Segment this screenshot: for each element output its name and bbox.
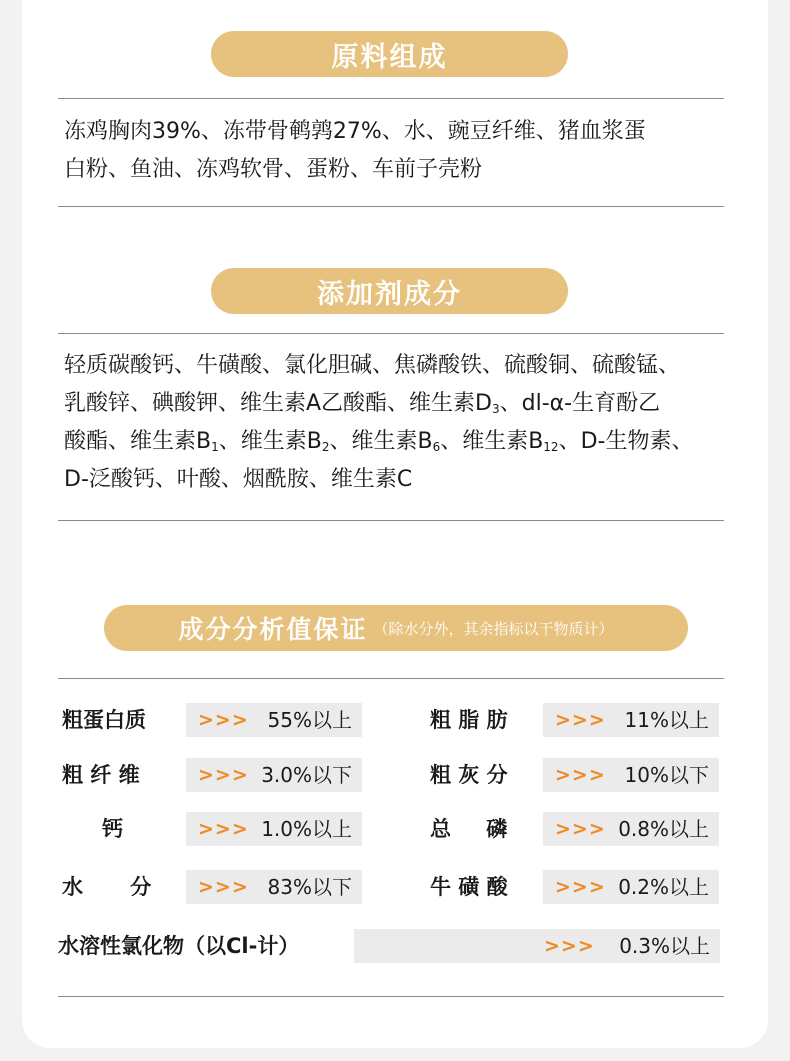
arrow-icon: >>> bbox=[544, 935, 595, 957]
divider-bottom-raw bbox=[58, 206, 724, 207]
additives-text bbox=[64, 347, 744, 499]
label-moisture: 水 分 bbox=[62, 875, 152, 899]
arrow-icon: >>> bbox=[555, 818, 606, 840]
divider-bottom-guarantee bbox=[58, 996, 724, 997]
value-crude-fat: >>> 11%以上 bbox=[543, 703, 719, 737]
additives-line-4: D-泛酸钙、叶酸、烟酰胺、维生素C bbox=[64, 467, 413, 492]
additives-title: 添加剂成分 bbox=[317, 278, 462, 310]
value-taurine: >>> 0.2%以上 bbox=[543, 870, 719, 904]
guarantee-note: （除水分外，其余指标以干物质计） bbox=[373, 619, 614, 638]
value-water-soluble-chloride: >>> 0.3%以上 bbox=[354, 929, 720, 963]
value-total-phosphorus: >>> 0.8%以上 bbox=[543, 812, 719, 846]
additives-line-2: 乳酸锌、碘酸钾、维生素A乙酸酯、维生素$D_3$、dl-α-生育酚乙 bbox=[64, 391, 661, 416]
additives-line-3: 酸酯、维生素$B_1$、维生素$B_2$、维生素$B_6$、维生素$B_{12}$、D-生物素、 bbox=[64, 429, 694, 454]
value-crude-ash: >>> 10%以下 bbox=[543, 758, 719, 792]
divider-top-guarantee bbox=[58, 678, 724, 679]
value-calcium: >>> 1.0%以上 bbox=[186, 812, 362, 846]
value-moisture: >>> 83%以下 bbox=[186, 870, 362, 904]
value-crude-fiber: >>> 3.0%以下 bbox=[186, 758, 362, 792]
additives-line-1: 轻质碳酸钙、牛磺酸、氯化胆碱、焦磷酸铁、硫酸铜、硫酸锰、 bbox=[64, 353, 681, 378]
arrow-icon: >>> bbox=[198, 709, 249, 731]
label-crude-ash: 粗 灰 分 bbox=[430, 763, 508, 787]
value-crude-protein: >>> 55%以上 bbox=[186, 703, 362, 737]
arrow-icon: >>> bbox=[198, 876, 249, 898]
label-crude-protein: 粗蛋白质 bbox=[62, 708, 146, 732]
arrow-icon: >>> bbox=[555, 764, 606, 786]
label-crude-fat: 粗 脂 肪 bbox=[430, 708, 508, 732]
arrow-icon: >>> bbox=[555, 876, 606, 898]
raw-material-text bbox=[64, 113, 744, 189]
label-calcium: 钙 bbox=[102, 817, 123, 841]
raw-line-2: 白粉、鱼油、冻鸡软骨、蛋粉、车前子壳粉 bbox=[64, 157, 483, 182]
raw-line-1: 冻鸡胸肉39%、冻带骨鹌鹑27%、水、豌豆纤维、猪血浆蛋 bbox=[64, 119, 646, 144]
label-taurine: 牛 磺 酸 bbox=[430, 875, 508, 899]
label-total-phosphorus: 总 磷 bbox=[430, 817, 508, 841]
divider-bottom-additives bbox=[58, 520, 724, 521]
arrow-icon: >>> bbox=[198, 818, 249, 840]
arrow-icon: >>> bbox=[198, 764, 249, 786]
divider-top-raw bbox=[58, 98, 724, 99]
label-crude-fiber: 粗 纤 维 bbox=[62, 763, 140, 787]
arrow-icon: >>> bbox=[555, 709, 606, 731]
guarantee-header bbox=[104, 605, 688, 651]
divider-top-additives bbox=[58, 333, 724, 334]
raw-material-title: 原料组成 bbox=[331, 41, 448, 73]
guarantee-title: 成分分析值保证 bbox=[178, 615, 368, 644]
raw-material-header bbox=[211, 31, 568, 77]
label-water-soluble-chloride: 水溶性氯化物（以Cl-计） bbox=[58, 934, 300, 958]
additives-header bbox=[211, 268, 568, 314]
